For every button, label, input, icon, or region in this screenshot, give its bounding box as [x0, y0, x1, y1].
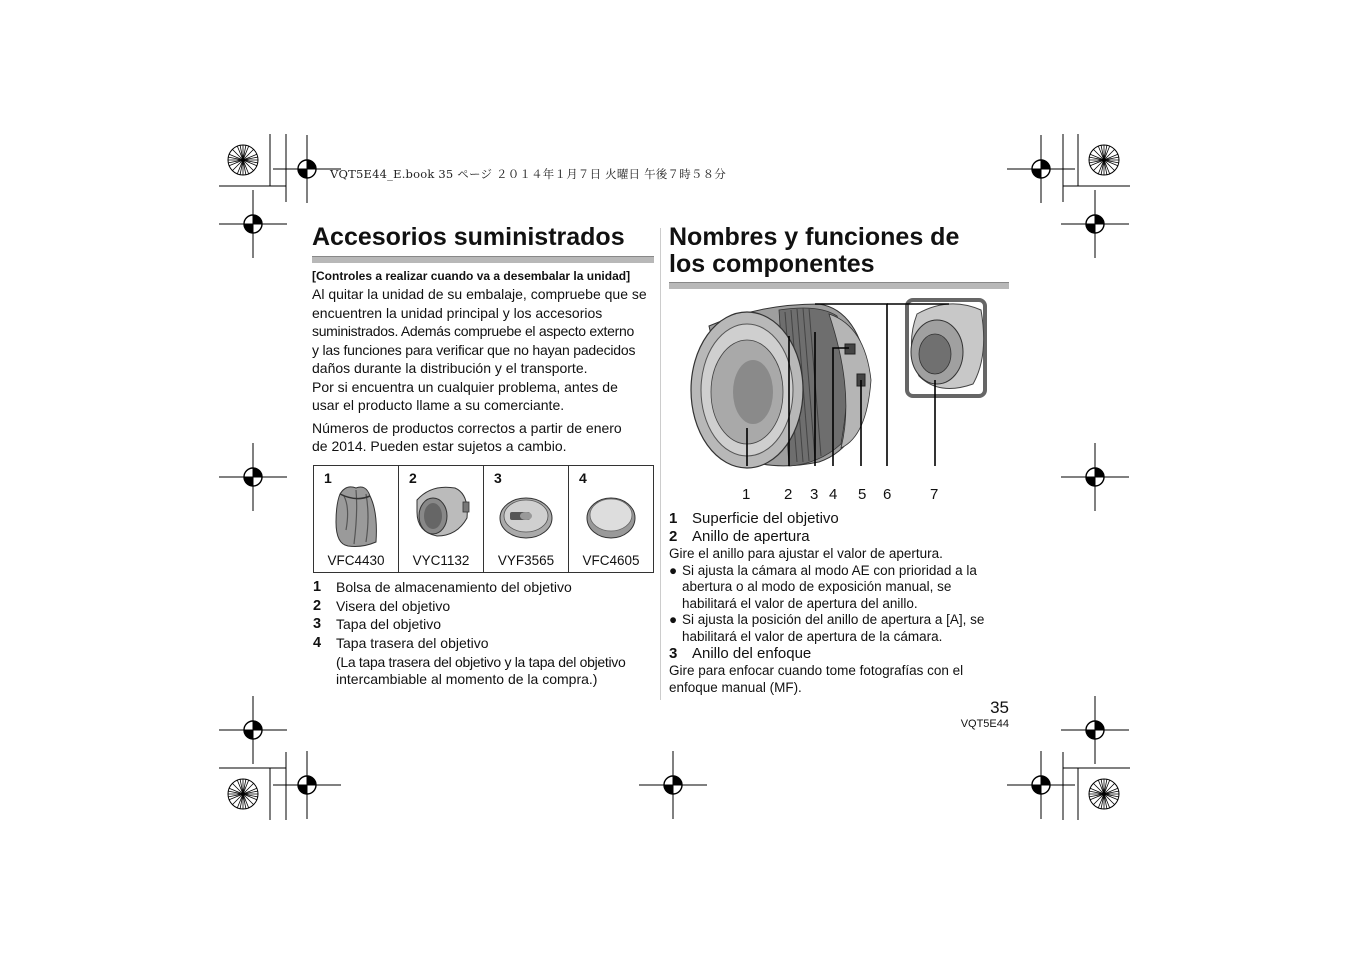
text-line: intercambiable al momento de la compra.)	[336, 671, 598, 687]
unpacking-paragraph	[312, 285, 654, 415]
list-number: 2	[313, 597, 322, 614]
callout-2: 2	[784, 486, 793, 503]
column-divider	[660, 228, 661, 700]
section-title-accessories: Accesorios suministrados	[312, 223, 625, 251]
text-line: suministrados. Además compruebe el aspecto externo	[312, 323, 634, 339]
list-note	[313, 654, 658, 688]
accessory-code: VFC4430	[327, 553, 385, 568]
section-title-components	[669, 224, 1009, 278]
callout-5: 5	[858, 486, 867, 503]
callout-3: 3	[810, 486, 819, 503]
accessories-table	[313, 465, 654, 573]
page-number: 35	[990, 698, 1009, 717]
accessory-cell	[484, 466, 569, 573]
list-text: Tapa trasera del objetivo	[336, 634, 489, 651]
lens-cap-icon	[496, 482, 556, 542]
list-item	[313, 578, 658, 597]
component-name: Anillo de apertura	[692, 528, 810, 545]
component-number: 1	[669, 510, 678, 527]
text-line: Si ajusta la cámara al modo AE con prioridad a la	[682, 562, 977, 578]
accessory-number: 2	[409, 470, 417, 486]
title-line: Nombres y funciones de	[669, 223, 960, 251]
list-item	[313, 615, 658, 634]
list-number: 1	[313, 579, 322, 595]
accessory-number: 1	[324, 470, 332, 486]
component-number: 2	[669, 528, 678, 545]
component-item-title	[669, 528, 1014, 546]
right-column	[669, 224, 1009, 289]
accessory-code: VFC4605	[582, 553, 640, 568]
accessory-code: VYC1132	[412, 553, 470, 568]
component-description: enfoque manual (MF).	[669, 679, 802, 695]
text-line: habilitará el valor de apertura de la cámara.	[682, 628, 943, 644]
text-line: habilitará el valor de apertura del anillo.	[682, 595, 918, 611]
component-description: Gire el anillo para ajustar el valor de apertura.	[669, 546, 943, 561]
lens-rear-cap-icon	[581, 482, 641, 542]
list-number: 4	[313, 634, 322, 651]
component-name: Superficie del objetivo	[692, 510, 839, 527]
text-line: Si ajusta la posición del anillo de apertura a [A], se	[682, 612, 985, 627]
text-line: y las funciones para verificar que no hayan padecidos	[312, 341, 636, 358]
accessory-number: 4	[579, 470, 587, 486]
list-item	[313, 634, 658, 653]
accessory-code: VYF3565	[497, 553, 555, 568]
list-text: Bolsa de almacenamiento del objetivo	[336, 579, 572, 595]
list-text: Tapa del objetivo	[336, 616, 442, 632]
bullet-item	[669, 612, 1014, 645]
accessory-cell	[569, 466, 654, 573]
callout-6: 6	[883, 486, 892, 503]
component-name: Anillo del enfoque	[692, 645, 812, 662]
text-line: (La tapa trasera del objetivo y la tapa del objetivo	[336, 654, 626, 670]
bullet-icon: ●	[669, 562, 678, 578]
lens-pouch-icon	[326, 482, 386, 550]
list-number: 3	[313, 616, 322, 632]
callout-7: 7	[930, 486, 939, 503]
accessory-cell	[399, 466, 484, 573]
book-header: VQT5E44_E.book 35 ページ ２０１４年１月７日 火曜日 午後７時５８分	[330, 167, 727, 181]
text-line: daños durante la distribución y el transporte.	[312, 360, 588, 376]
component-description: Gire para enfocar cuando tome fotografías con el	[669, 663, 964, 678]
component-item-title	[669, 510, 1014, 528]
text-line: abertura o al modo de exposición manual, se	[682, 579, 952, 594]
title-line: los componentes	[669, 250, 875, 278]
text-line: Por si encuentra un cualquier problema, antes de	[312, 378, 618, 395]
accessories-list	[313, 578, 658, 688]
bullet-item	[669, 563, 1014, 613]
accessory-number: 3	[494, 470, 502, 486]
unpacking-lead: [Controles a realizar cuando va a desembalar la unidad]	[312, 269, 631, 283]
text-line: Números de productos correctos a partir de enero	[312, 419, 622, 436]
list-item	[313, 597, 658, 616]
text-line: usar el producto llame a su comerciante.	[312, 397, 565, 413]
text-line: de 2014. Pueden estar sujetos a cambio.	[312, 438, 567, 454]
component-number: 3	[669, 645, 678, 662]
title-underline	[669, 282, 1009, 289]
lens-hood-icon	[411, 482, 475, 542]
text-line: encuentren la unidad principal y los accesorios	[312, 304, 603, 321]
callout-4: 4	[829, 486, 838, 503]
document-code: VQT5E44	[960, 718, 1009, 730]
component-item-title	[669, 645, 1014, 663]
callout-1: 1	[742, 486, 751, 503]
bullet-icon: ●	[669, 612, 678, 627]
accessory-cell	[314, 466, 399, 573]
title-underline	[312, 256, 654, 263]
lens-diagram	[669, 296, 1009, 486]
components-list	[669, 510, 1014, 696]
left-column	[312, 224, 654, 456]
product-numbers-paragraph	[312, 419, 654, 456]
list-text: Visera del objetivo	[336, 597, 451, 614]
text-line: Al quitar la unidad de su embalaje, compruebe que se	[312, 286, 647, 302]
